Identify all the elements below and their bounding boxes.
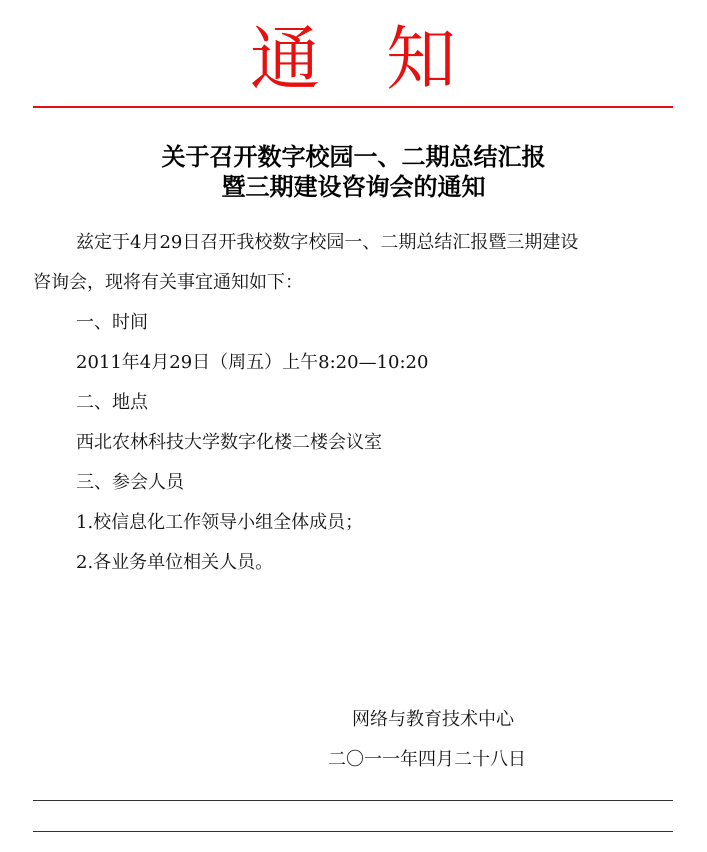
- intro-line-2: 咨询会，现将有关事宜通知如下：: [33, 272, 303, 293]
- header-char-tong: 通: [250, 18, 320, 100]
- document-title: [0, 142, 707, 202]
- title-line-1: 关于召开数字校园一、二期总结汇报: [161, 143, 546, 171]
- header-char-zhi: 知: [386, 18, 456, 100]
- signature-date: 二〇一一年四月二十八日: [328, 749, 526, 770]
- attendee-item-1: 1.校信息化工作领导小组全体成员；: [76, 512, 364, 533]
- attendee-item-2: 2.各业务单位相关人员。: [76, 552, 274, 573]
- section-attendees-heading: 三、参会人员: [76, 472, 184, 493]
- footer-divider-top: [33, 800, 673, 801]
- red-divider: [33, 106, 673, 108]
- section-time-heading: 一、时间: [76, 312, 148, 333]
- notice-header: [0, 14, 707, 104]
- title-line-2: 暨三期建设咨询会的通知: [221, 173, 486, 201]
- intro-line-1: 兹定于4月29日召开我校数字校园一、二期总结汇报暨三期建设: [76, 232, 579, 253]
- section-time-content: 2011年4月29日（周五）上午8:20—10:20: [76, 352, 429, 373]
- section-place-heading: 二、地点: [76, 392, 148, 413]
- signature-org: 网络与教育技术中心: [352, 709, 514, 730]
- section-place-content: 西北农林科技大学数字化楼二楼会议室: [76, 432, 382, 453]
- footer-divider-bottom: [33, 831, 673, 832]
